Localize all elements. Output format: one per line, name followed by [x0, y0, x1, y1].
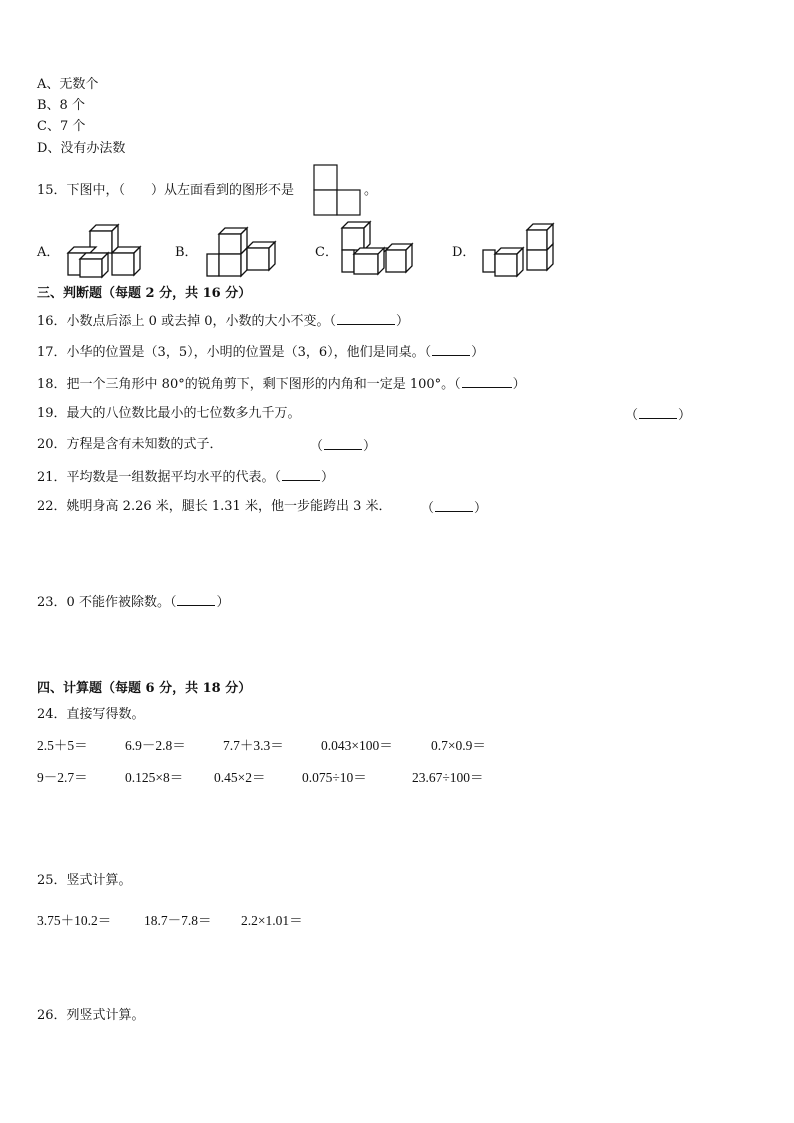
cube-figure-d [481, 222, 557, 278]
q19-close: ） [678, 408, 692, 423]
q21-text: 21．平均数是一组数据平均水平的代表。（ [37, 470, 282, 485]
q24-item: 0.043×100＝ [321, 738, 393, 753]
q19-open: （ [625, 408, 639, 423]
q15-middle: ）从左面看到的图形不是 [151, 183, 295, 198]
q24-item: 7.7＋3.3＝ [223, 738, 284, 753]
q14-option-b: B、8 个 [37, 98, 85, 113]
q15-suffix: 。 [364, 183, 378, 198]
q17 [37, 343, 484, 361]
q16-answer-blank[interactable] [337, 312, 395, 325]
q26-title: 26．列竖式计算。 [37, 1008, 145, 1023]
q24-item: 23.67÷100＝ [412, 770, 484, 785]
cube-figure-a [66, 223, 142, 277]
q24-item: 0.125×8＝ [125, 770, 184, 785]
q14-option-c: C、7 个 [37, 119, 86, 134]
q21-close: ） [321, 470, 335, 485]
q17-answer-blank[interactable] [432, 343, 470, 356]
q22-close: ） [474, 501, 488, 516]
q23 [37, 593, 229, 611]
q14-option-a: A、无数个 [37, 77, 99, 92]
q16 [37, 312, 409, 330]
q22-blank-group [421, 499, 487, 517]
cube-figure-c [338, 220, 414, 276]
q15-prefix: 15．下图中，（ [37, 183, 126, 198]
q22-text: 22．姚明身高 2.26 米，腿长 1.31 米，他一步能跨出 3 米． [37, 499, 392, 514]
q18-close: ） [512, 377, 526, 392]
q17-close: ） [471, 345, 485, 360]
q24-item: 0.45×2＝ [214, 770, 266, 785]
q16-close: ） [395, 314, 409, 329]
q20-text: 20．方程是含有未知数的式子． [37, 437, 223, 452]
q15-stem [37, 183, 294, 199]
q15-option-a: A． [37, 245, 60, 260]
q22-answer-blank[interactable] [435, 499, 473, 512]
q20-close: ） [363, 439, 377, 454]
q19-answer-blank[interactable] [639, 406, 677, 419]
q24-item: 0.075÷10＝ [302, 770, 367, 785]
q18-answer-blank[interactable] [462, 375, 512, 388]
q21 [37, 468, 334, 486]
q25-item: 3.75＋10.2＝ [37, 913, 112, 928]
q15-option-d: D． [452, 245, 476, 260]
q19-blank-group [625, 406, 691, 424]
q24-item: 0.7×0.9＝ [431, 738, 486, 753]
section3-heading: 三、判断题（每题 2 分，共 16 分） [37, 286, 252, 301]
q19-text: 19．最大的八位数比最小的七位数多九千万。 [37, 406, 301, 421]
q16-text: 16．小数点后添上 0 或去掉 0，小数的大小不变。（ [37, 314, 336, 329]
left-view-figure [313, 164, 363, 218]
q25-title: 25．竖式计算。 [37, 873, 132, 888]
q24-item: 2.5＋5＝ [37, 738, 88, 753]
section4-heading: 四、计算题（每题 6 分，共 18 分） [37, 681, 252, 696]
q24-item: 6.9－2.8＝ [125, 738, 186, 753]
q14-option-d: D、没有办法数 [37, 141, 126, 156]
q20-answer-blank[interactable] [324, 437, 362, 450]
q23-text: 23．0 不能作被除数。（ [37, 595, 177, 610]
q23-close: ） [216, 595, 230, 610]
q17-text: 17．小华的位置是（3，5），小明的位置是（3，6），他们是同桌。（ [37, 345, 432, 360]
q24-title: 24．直接写得数。 [37, 707, 145, 722]
q25-item: 2.2×1.01＝ [241, 913, 303, 928]
q15-option-b: B． [175, 245, 198, 260]
q25-item: 18.7－7.8＝ [144, 913, 212, 928]
q22-open: （ [421, 501, 435, 516]
q24-item: 9－2.7＝ [37, 770, 88, 785]
q18-text: 18．把一个三角形中 80°的锐角剪下，剩下图形的内角和一定是 100°。（ [37, 377, 461, 392]
q20-open: （ [310, 439, 324, 454]
q23-answer-blank[interactable] [177, 593, 215, 606]
q15-option-c: C． [315, 245, 338, 260]
q20-blank-group [310, 437, 376, 455]
cube-figure-b [205, 226, 281, 278]
q21-answer-blank[interactable] [282, 468, 320, 481]
q18 [37, 375, 526, 393]
